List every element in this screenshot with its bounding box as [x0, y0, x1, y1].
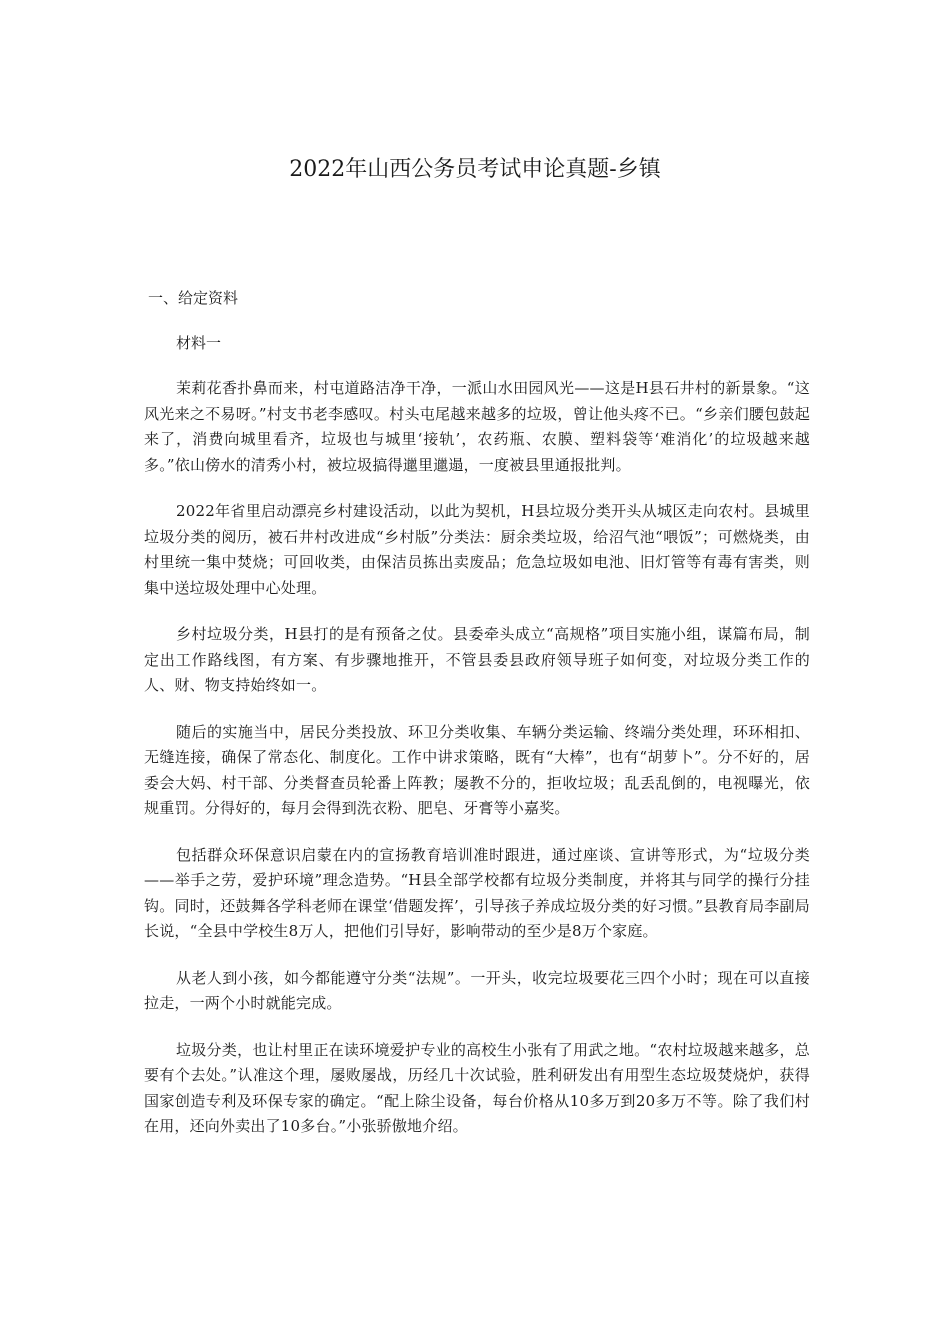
- section-heading: 一、给定资料: [148, 289, 239, 307]
- document-title: 2022年山西公务员考试申论真题-乡镇: [289, 157, 661, 182]
- document-body: [144, 286, 810, 1161]
- material-heading: 材料一: [176, 334, 222, 352]
- paragraph-7: 垃圾分类，也让村里正在读环境爱护专业的高校生小张有了用武之地。“农村垃圾越来越多，总要有个去处。”认准这个理，屡败屡战，历经几十次试验，胜利研发出有用型生态垃圾焚烧炉，获得国家创造专利及环保专家的确定。“配上除尘设备，每台价格从10多万到20多万不等。除了我们村在用，还向外卖出了10多台。”小张骄傲地介绍。: [144, 1040, 810, 1135]
- paragraph-2: 2022年省里启动漂亮乡村建设活动，以此为契机，H县垃圾分类开头从城区走向农村。县城里垃圾分类的阅历，被石井村改进成“乡村版”分类法：厨余类垃圾，给沼气池“喂饭”；可燃烧类，由村里统一集中焚烧；可回收类，由保洁员拣出卖废品；危急垃圾如电池、旧灯管等有毒有害类，则集中送垃圾处理中心处理。: [144, 502, 810, 597]
- paragraph-6: 从老人到小孩，如今都能遵守分类“法规”。一开头，收完垃圾要花三四个小时；现在可以直接拉走，一两个小时就能完成。: [144, 968, 810, 1012]
- paragraph-4: 随后的实施当中，居民分类投放、环卫分类收集、车辆分类运输、终端分类处理，环环相扣、无缝连接，确保了常态化、制度化。工作中讲求策略，既有“大棒”，也有“胡萝卜”。分不好的，居委会大妈、村干部、分类督查员轮番上阵教；屡教不分的，拒收垃圾；乱丢乱倒的，电视曝光，依规重罚。分得好的，每月会得到洗衣粉、肥皂、牙膏等小嘉奖。: [144, 722, 810, 817]
- paragraph-5: 包括群众环保意识启蒙在内的宣扬教育培训准时跟进，通过座谈、宣讲等形式，为“垃圾分类——举手之劳，爱护环境”理念造势。“H县全部学校都有垃圾分类制度，并将其与同学的操行分挂钩。同时，还鼓舞各学科老师在课堂‘借题发挥’，引导孩子养成垃圾分类的好习惯。”县教育局李副局长说，“全县中学校生8万人，把他们引导好，影响带动的至少是8万个家庭。: [144, 845, 810, 940]
- paragraph-3: 乡村垃圾分类，H县打的是有预备之仗。县委牵头成立“高规格”项目实施小组，谋篇布局，制定出工作路线图，有方案、有步骤地推开，不管县委县政府领导班子如何变，对垃圾分类工作的人、财、物支持始终如一。: [144, 625, 810, 694]
- paragraph-1: 茉莉花香扑鼻而来，村屯道路洁净干净，一派山水田园风光——这是H县石井村的新景象。“这风光来之不易呀。”村支书老李感叹。村头屯尾越来越多的垃圾，曾让他头疼不已。“乡亲们腰包鼓起来了，消费向城里看齐，垃圾也与城里‘接轨’，农药瓶、农膜、塑料袋等‘难消化’的垃圾越来越多。”依山傍水的清秀小村，被垃圾搞得邋里邋遢，一度被县里通报批判。: [144, 379, 810, 474]
